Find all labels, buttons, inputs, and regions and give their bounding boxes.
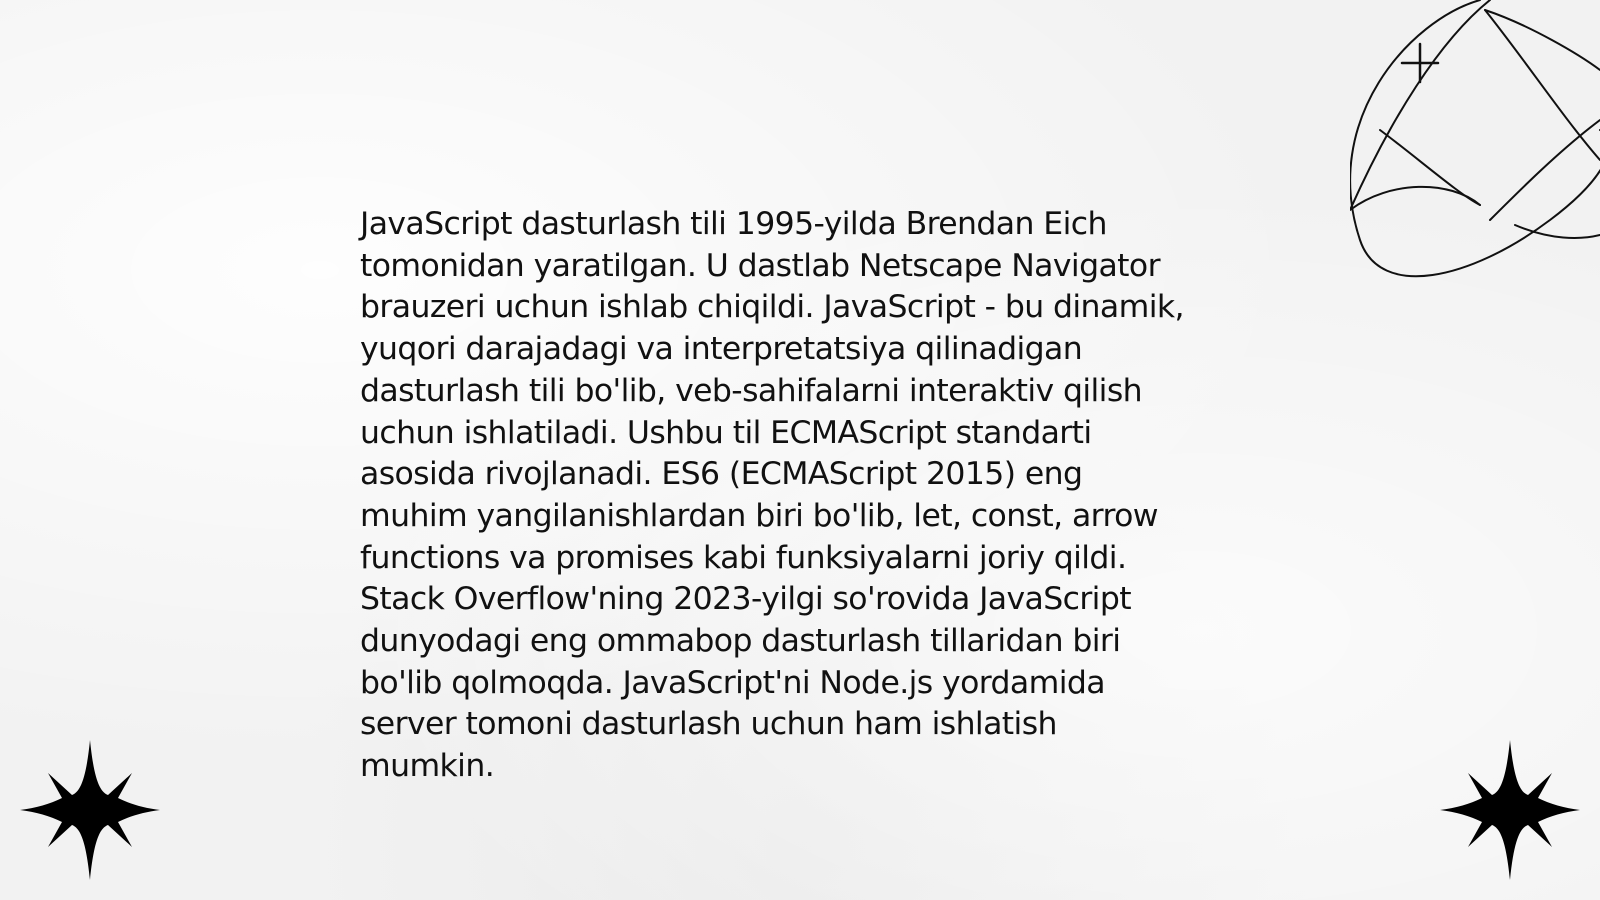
four-point-star-icon <box>1440 740 1580 880</box>
paragraph-line: functions va promises kabi funksiyalarni joriy qildi. <box>360 539 1127 576</box>
paragraph-line: brauzeri uchun ishlab chiqildi. JavaScript - bu dinamik, <box>360 289 1184 326</box>
four-point-star-icon <box>20 740 160 880</box>
paragraph-line: yuqori darajadagi va interpretatsiya qilinadigan <box>360 331 1083 368</box>
paragraph-line: server tomoni dasturlash uchun ham ishlatish <box>360 706 1057 743</box>
paragraph-line: Stack Overflow'ning 2023-yilgi so'rovida JavaScript <box>360 581 1131 618</box>
paragraph-line: JavaScript dasturlash tili 1995-yilda Brendan Eich <box>360 206 1107 242</box>
paragraph-line: asosida rivojlanadi. ES6 (ECMAScript 2015) eng <box>360 456 1083 493</box>
body-paragraph <box>360 204 1260 788</box>
paragraph-line: dasturlash tili bo'lib, veb-sahifalarni interaktiv qilish <box>360 372 1143 409</box>
orbit-lines-sparkle-icon <box>1350 0 1600 290</box>
paragraph-line: bo'lib qolmoqda. JavaScript'ni Node.js yordamida <box>360 664 1105 701</box>
paragraph-line: tomonidan yaratilgan. U dastlab Netscape Navigator <box>360 247 1160 284</box>
paragraph-line: mumkin. <box>360 748 495 785</box>
paragraph-line: muhim yangilanishlardan biri bo'lib, let, const, arrow <box>360 497 1158 534</box>
paragraph-line: uchun ishlatiladi. Ushbu til ECMAScript standarti <box>360 414 1092 451</box>
paragraph-line: dunyodagi eng ommabop dasturlash tillaridan biri <box>360 623 1121 660</box>
